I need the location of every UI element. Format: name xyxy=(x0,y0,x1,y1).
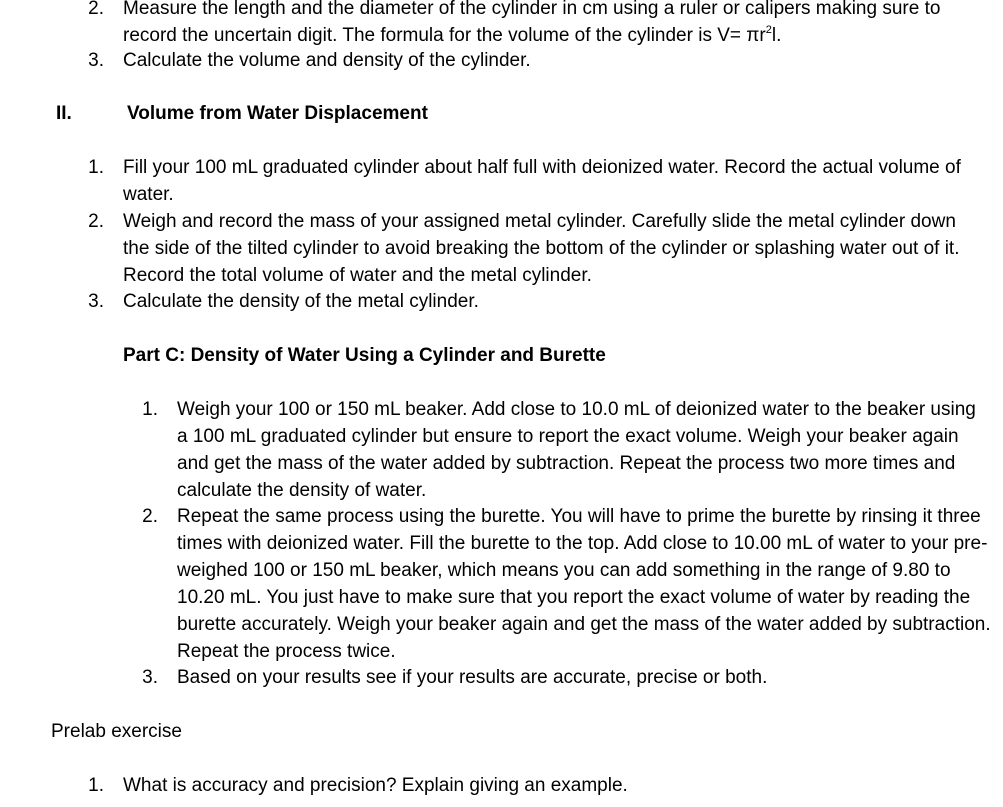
prelab-heading: Prelab exercise xyxy=(51,721,182,742)
list-number: 1. xyxy=(88,775,104,796)
list-number: 2. xyxy=(88,211,104,232)
list-item-text: What is accuracy and precision? Explain giving an example. xyxy=(123,775,628,796)
superscript: 2 xyxy=(765,23,772,36)
list-number: 3. xyxy=(142,667,158,688)
list-number: 2. xyxy=(88,0,104,19)
list-item-text: Measure the length and the diameter of the cylinder in cm using a ruler or calipers making sure to record the uncertain digit. The formula for the volume of the cylinder is $V= \pi r^2l$. xyxy=(123,0,941,46)
list-number: 2. xyxy=(142,506,158,527)
list-number: 1. xyxy=(88,157,104,178)
list-item-text: Calculate the density of the metal cylinder. xyxy=(123,291,479,312)
list-item-text: Based on your results see if your results are accurate, precise or both. xyxy=(177,667,768,688)
list-number: 3. xyxy=(88,50,104,71)
section-heading: Volume from Water Displacement xyxy=(127,103,428,124)
part-c-heading: Part C: Density of Water Using a Cylinder and Burette xyxy=(123,345,606,366)
list-item-text: Calculate the volume and density of the cylinder. xyxy=(123,50,531,71)
list-item-text: Repeat the same process using the burette. You will have to prime the burette by rinsing it three times with deionized water. Fill the burette to the top. Add close to 10.00 mL of water to your pre-weighed 100 or 150 mL beaker, which means you can add something in the range of 9.80 to 10.20 mL. You just have to make sure that you report the exact volume of water by reading the burette accurately. Weigh your beaker again and get the mass of the water added by subtraction. Repeat the process twice. xyxy=(177,506,991,662)
list-number: 1. xyxy=(142,399,158,420)
list-item-text: Weigh and record the mass of your assigned metal cylinder. Carefully slide the metal cylinder down the side of the tilted cylinder to avoid breaking the bottom of the cylinder or splashing water out of it. Record the total volume of water and the metal cylinder. xyxy=(123,211,960,286)
section-numeral: II. xyxy=(56,103,72,124)
list-item-text: Weigh your 100 or 150 mL beaker. Add close to 10.0 mL of deionized water to the beaker using a 100 mL graduated cylinder but ensure to report the exact volume. Weigh your beaker again and get the mass of the water added by subtraction. Repeat the process two more times and calculate the density of water. xyxy=(177,399,976,501)
list-item-text: Fill your 100 mL graduated cylinder about half full with deionized water. Record the actual volume of water. xyxy=(123,157,961,205)
list-number: 3. xyxy=(88,291,104,312)
